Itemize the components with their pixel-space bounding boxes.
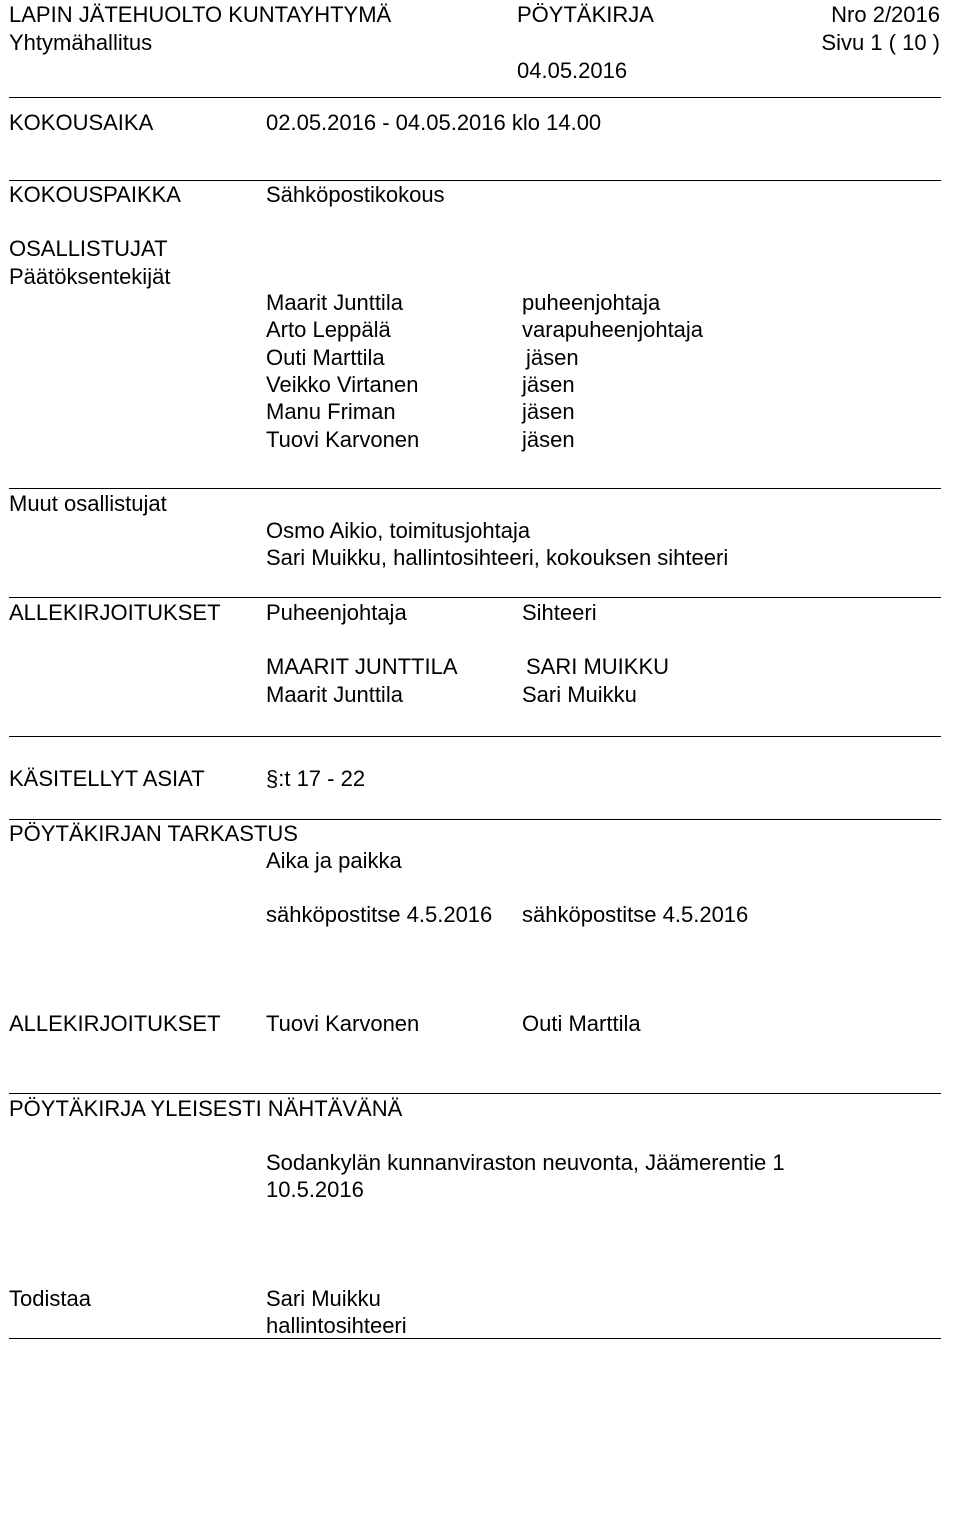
review-sublabel: Aika ja paikka bbox=[266, 848, 402, 873]
review-right: sähköpostitse 4.5.2016 bbox=[522, 902, 749, 927]
public-display-place: Sodankylän kunnanviraston neuvonta, Jäämerentie 1 bbox=[266, 1150, 785, 1175]
other-participant: Osmo Aikio, toimitusjohtaja bbox=[266, 518, 531, 543]
secretary-title: Sihteeri bbox=[522, 600, 597, 625]
divider bbox=[9, 1093, 941, 1094]
page-number: Sivu 1 ( 10 ) bbox=[821, 30, 940, 55]
review-left: sähköpostitse 4.5.2016 bbox=[266, 902, 493, 927]
member-role: jäsen bbox=[522, 372, 575, 397]
member-name: Tuovi Karvonen bbox=[266, 427, 420, 452]
member-role: puheenjohtaja bbox=[522, 290, 661, 315]
divider bbox=[9, 1338, 941, 1339]
member-name: Manu Friman bbox=[266, 399, 396, 424]
member-role: varapuheenjohtaja bbox=[522, 317, 704, 342]
divider bbox=[9, 597, 941, 598]
member-role: jäsen bbox=[522, 399, 575, 424]
secretary-name: Sari Muikku bbox=[522, 682, 637, 707]
certifier-name: Sari Muikku bbox=[266, 1286, 381, 1311]
governing-body: Yhtymähallitus bbox=[9, 30, 153, 55]
document-date: 04.05.2016 bbox=[517, 58, 628, 83]
secretary-name-caps: SARI MUIKKU bbox=[526, 654, 670, 679]
divider bbox=[9, 488, 941, 489]
participants-label: OSALLISTUJAT bbox=[9, 236, 168, 261]
meeting-place-label: KOKOUSPAIKKA bbox=[9, 182, 181, 207]
member-name: Outi Marttila bbox=[266, 345, 385, 370]
meeting-time-label: KOKOUSAIKA bbox=[9, 110, 154, 135]
chair-title: Puheenjohtaja bbox=[266, 600, 407, 625]
member-role: jäsen bbox=[522, 427, 575, 452]
certify-label: Todistaa bbox=[9, 1286, 91, 1311]
public-display-label: PÖYTÄKIRJA YLEISESTI NÄHTÄVÄNÄ bbox=[9, 1096, 403, 1121]
review-label: PÖYTÄKIRJAN TARKASTUS bbox=[9, 821, 298, 846]
header-divider bbox=[9, 97, 941, 98]
divider bbox=[9, 819, 941, 820]
other-participant: Sari Muikku, hallintosihteeri, kokouksen sihteeri bbox=[266, 545, 729, 570]
document-number: Nro 2/2016 bbox=[831, 2, 940, 27]
reviewer-name: Tuovi Karvonen bbox=[266, 1011, 420, 1036]
signatures-label: ALLEKIRJOITUKSET bbox=[9, 600, 221, 625]
decision-makers-label: Päätöksentekijät bbox=[9, 264, 171, 289]
chair-name: Maarit Junttila bbox=[266, 682, 403, 707]
public-display-date: 10.5.2016 bbox=[266, 1177, 364, 1202]
organization-name: LAPIN JÄTEHUOLTO KUNTAYHTYMÄ bbox=[9, 2, 392, 27]
meeting-place-value: Sähköpostikokous bbox=[266, 182, 445, 207]
reviewer-signatures-label: ALLEKIRJOITUKSET bbox=[9, 1011, 221, 1036]
divider bbox=[9, 736, 941, 737]
document-type: PÖYTÄKIRJA bbox=[517, 2, 654, 27]
member-role: jäsen bbox=[526, 345, 579, 370]
member-name: Maarit Junttila bbox=[266, 290, 403, 315]
divider bbox=[9, 180, 941, 181]
member-name: Veikko Virtanen bbox=[266, 372, 419, 397]
items-handled-value: §:t 17 - 22 bbox=[266, 766, 366, 791]
other-participants-label: Muut osallistujat bbox=[9, 491, 167, 516]
chair-name-caps: MAARIT JUNTTILA bbox=[266, 654, 458, 679]
certifier-title: hallintosihteeri bbox=[266, 1313, 407, 1338]
meeting-time-value: 02.05.2016 - 04.05.2016 klo 14.00 bbox=[266, 110, 602, 135]
reviewer-name: Outi Marttila bbox=[522, 1011, 641, 1036]
member-name: Arto Leppälä bbox=[266, 317, 391, 342]
items-handled-label: KÄSITELLYT ASIAT bbox=[9, 766, 205, 791]
